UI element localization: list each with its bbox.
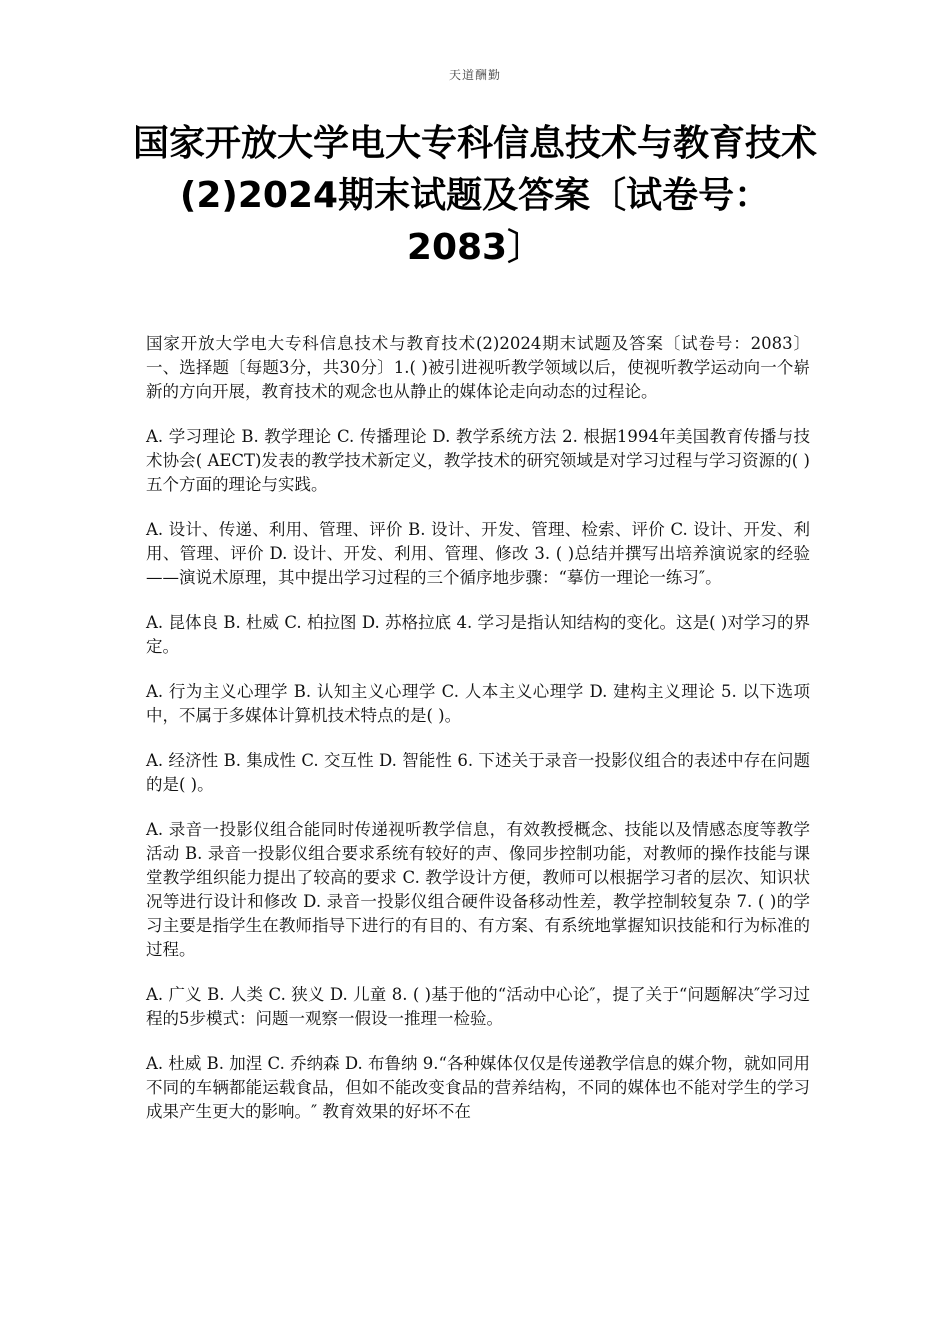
paragraph-q6-options: A. 录音一投影仪组合能同时传递视听教学信息，有效教授概念、技能以及情感态度等教学活动 B. 录音一投影仪组合要求系统有较好的声、像同步控制功能，对教师的操作技能与课堂教学组织能力提出了较高的要求 C. 教学设计方便，教师可以根据学习者的层次、知识状况等进行设计和修改 D. 录音一投影仪组合硬件设备移动性差，教学控制较复杂 7. ( )的学习主要是指学生在教师指导下进行的有目的、有方案、有系统地掌握知识技能和行为标准的过程。 (146, 820, 810, 959)
page-header: 天道酬勤 (448, 68, 501, 82)
paragraph-q8-options: A. 杜威 B. 加涅 C. 乔纳森 D. 布鲁纳 9.“各种媒体仅仅是传递教学信息的媒介物，就如同用不同的车辆都能运载食品，但如不能改变食品的营养结构，不同的媒体也不能对学生的学习成果产生更大的影响。″ 教育效果的好坏不在 (146, 1054, 810, 1121)
paragraph-q3-options: A. 昆体良 B. 杜威 C. 柏拉图 D. 苏格拉底 4. 学习是指认知结构的变化。这是( )对学习的界定。 (146, 613, 810, 656)
paragraph-q1-options: A. 学习理论 B. 教学理论 C. 传播理论 D. 教学系统方法 2. 根据1994年美国教育传播与技术协会( AECT)发表的教学技术新定义，教学技术的研究领域是对学习过程与学习资源的( )五个方面的理论与实践。 (146, 427, 810, 494)
paragraph-q2-options: A. 设计、传递、利用、管理、评价 B. 设计、开发、管理、检索、评价 C. 设计、开发、利用、管理、评价 D. 设计、开发、利用、管理、修改 3. ( )总结并撰写出培养演说家的经验——演说术原理，其中提出学习过程的三个循序地步骤：“摹仿一理论一练习″。 (146, 520, 810, 587)
paragraph-q7-options: A. 广义 B. 人类 C. 狭义 D. 儿童 8. ( )基于他的“活动中心论″，提了关于“问题解决″学习过程的5步模式：问题一观察一假设一推理一检验。 (146, 985, 810, 1028)
paragraph-q4-options: A. 行为主义心理学 B. 认知主义心理学 C. 人本主义心理学 D. 建构主义理论 5. 以下选项中，不属于多媒体计算机技术特点的是( )。 (146, 682, 810, 725)
document-title: 国家开放大学电大专科信息技术与教育技术(2)2024期末试题及答案〔试卷号：2083〕 (132, 123, 817, 268)
paragraph-q5-options: A. 经济性 B. 集成性 C. 交互性 D. 智能性 6. 下述关于录音一投影仪组合的表述中存在问题的是( )。 (146, 751, 810, 794)
document-body (146, 332, 810, 1145)
paragraph-intro: 国家开放大学电大专科信息技术与教育技术(2)2024期末试题及答案〔试卷号：2083〕一、选择题〔每题3分，共30分〕1.( )被引进视听教学领域以后，使视听教学运动向一个崭新的方向开展，教育技术的观念也从静止的媒体论走向动态的过程论。 (146, 334, 810, 401)
